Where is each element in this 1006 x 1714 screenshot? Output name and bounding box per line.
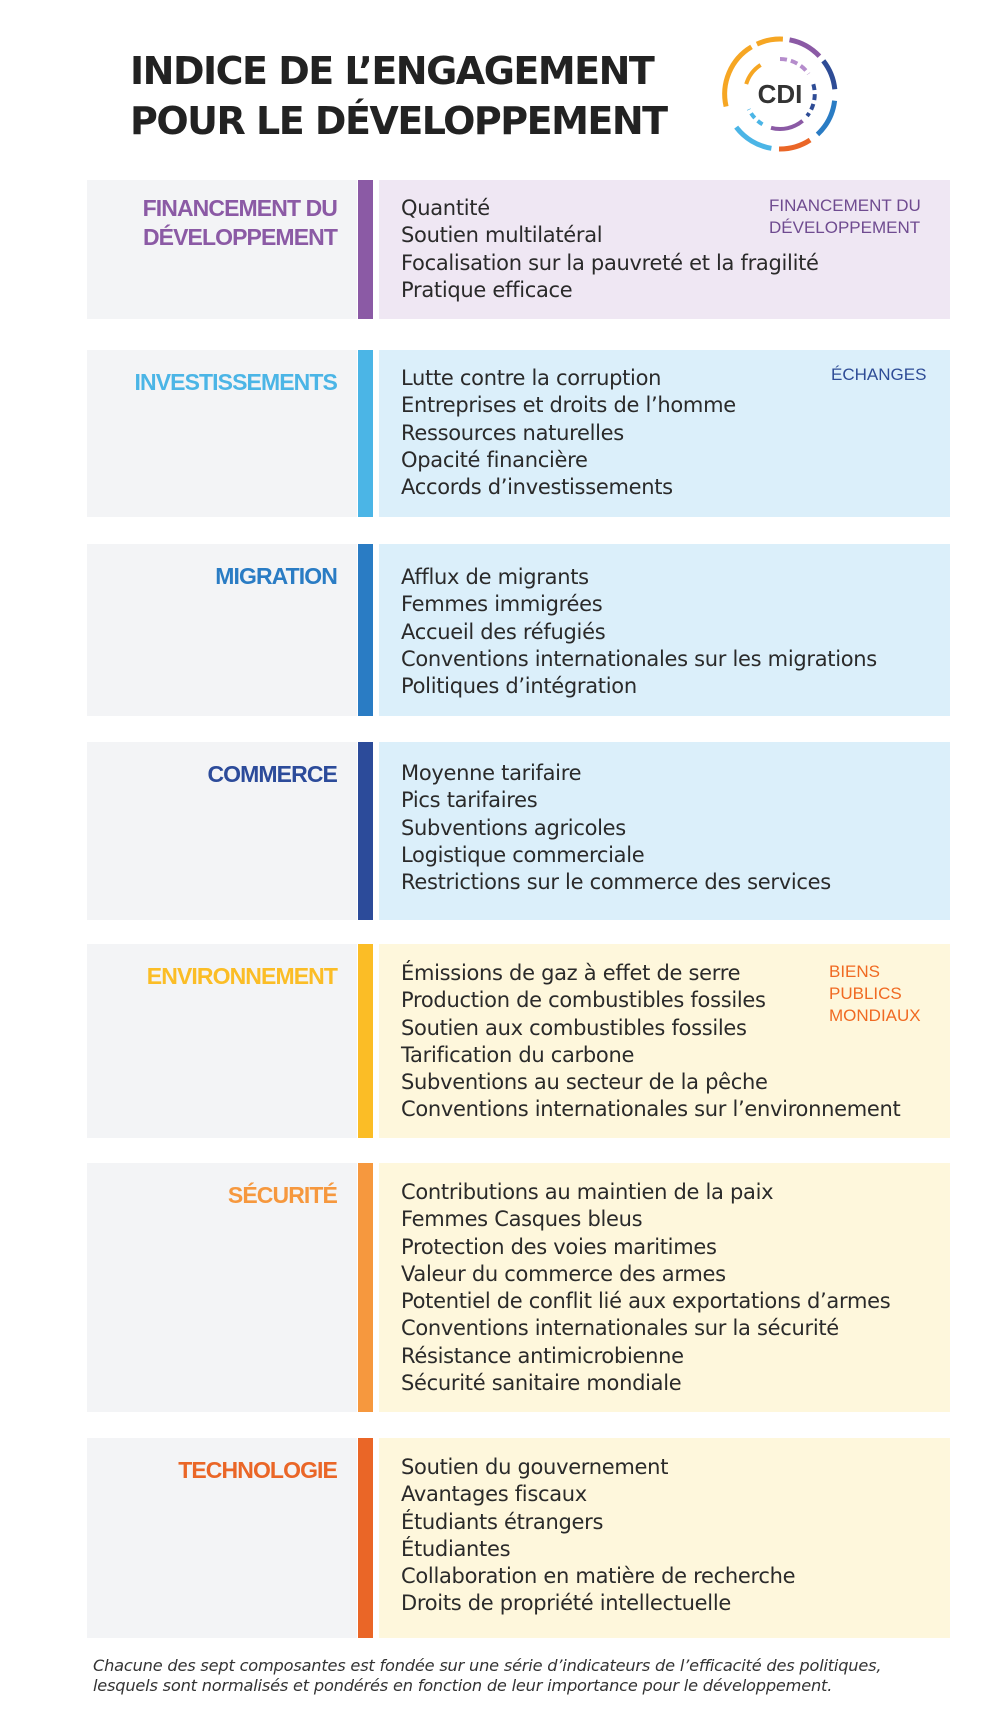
indicator-item: Focalisation sur la pauvreté et la fragilité — [401, 250, 819, 275]
component-color-bar — [358, 544, 373, 716]
component-label: MIGRATION — [215, 563, 337, 589]
component-label-panel — [87, 944, 357, 1138]
component-items-panel — [379, 544, 950, 716]
indicator-item: Conventions internationales sur l’environnement — [401, 1097, 901, 1122]
component-items-panel — [379, 1438, 950, 1638]
component-label-panel — [87, 742, 357, 920]
indicator-list — [401, 760, 831, 896]
page-title — [130, 46, 667, 146]
component-label: COMMERCE — [207, 761, 337, 787]
indicator-list — [401, 564, 877, 700]
indicator-item: Contributions au maintien de la paix — [401, 1180, 774, 1204]
component-row-investissements — [87, 350, 950, 517]
indicator-item: Potentiel de conflit lié aux exportations d’armes — [401, 1289, 891, 1314]
indicator-item: Quantité — [401, 196, 490, 220]
indicator-item: Afflux de migrants — [401, 565, 589, 589]
footnote-line-1: Chacune des sept composantes est fondée sur une série d’indicateurs de l’efficacité des politiques, — [93, 1656, 882, 1675]
indicator-item: Accueil des réfugiés — [401, 619, 606, 644]
indicator-item: Droits de propriété intellectuelle — [401, 1591, 731, 1616]
component-color-bar — [358, 1163, 373, 1412]
indicator-item: Femmes immigrées — [401, 592, 603, 617]
title-line-1: INDICE DE L’ENGAGEMENT — [130, 49, 654, 93]
group-tag: BIENS PUBLICS MONDIAUX — [829, 962, 921, 1025]
component-row-commerce — [87, 742, 950, 920]
indicator-item: Lutte contre la corruption — [401, 366, 662, 390]
indicator-list — [401, 365, 736, 501]
component-color-bar — [358, 944, 373, 1138]
component-row-migration — [87, 544, 950, 716]
indicator-item: Valeur du commerce des armes — [401, 1261, 726, 1286]
indicator-item: Sécurité sanitaire mondiale — [401, 1371, 682, 1396]
indicator-item: Pratique efficace — [401, 277, 573, 302]
indicator-item: Soutien aux combustibles fossiles — [401, 1015, 747, 1040]
component-label: SÉCURITÉ — [227, 1182, 337, 1208]
indicator-item: Femmes Casques bleus — [401, 1207, 643, 1232]
indicator-list — [401, 195, 819, 304]
component-items-panel — [379, 1163, 950, 1412]
component-row-financement — [87, 180, 950, 319]
component-label: TECHNOLOGIE — [178, 1457, 337, 1483]
component-items-panel — [379, 180, 950, 319]
group-tag: FINANCEMENT DU DÉVELOPPEMENT — [769, 196, 921, 237]
indicator-item: Avantages fiscaux — [401, 1482, 587, 1507]
indicator-item: Ressources naturelles — [401, 420, 624, 445]
indicator-item: Résistance antimicrobienne — [401, 1343, 684, 1368]
indicator-item: Opacité financière — [401, 447, 588, 472]
indicator-item: Soutien du gouvernement — [401, 1455, 669, 1479]
indicator-item: Subventions agricoles — [401, 815, 626, 840]
indicator-item: Soutien multilatéral — [401, 223, 603, 248]
indicator-item: Émissions de gaz à effet de serre — [401, 961, 741, 985]
indicator-list — [401, 960, 900, 1124]
component-color-bar — [358, 350, 373, 517]
indicator-list — [401, 1454, 795, 1618]
indicator-list — [401, 1179, 890, 1397]
indicator-item: Collaboration en matière de recherche — [401, 1564, 796, 1589]
indicator-item: Pics tarifaires — [401, 788, 538, 813]
component-row-securite — [87, 1163, 950, 1412]
component-color-bar — [358, 742, 373, 920]
component-label-panel — [87, 544, 357, 716]
component-label: FINANCEMENT DU DÉVELOPPEMENT — [142, 195, 337, 250]
component-label-panel — [87, 1163, 357, 1412]
logo-text: CDI — [757, 79, 803, 109]
component-label: INVESTISSEMENTS — [134, 369, 337, 395]
group-tag: ÉCHANGES — [831, 365, 927, 384]
indicator-item: Tarification du carbone — [401, 1042, 635, 1067]
indicator-item: Production de combustibles fossiles — [401, 988, 766, 1013]
component-label-panel — [87, 1438, 357, 1638]
component-color-bar — [358, 1438, 373, 1638]
component-label-panel — [87, 180, 357, 319]
indicator-item: Conventions internationales sur les migrations — [401, 646, 877, 671]
indicator-item: Étudiantes — [401, 1536, 511, 1561]
component-row-environnement — [87, 944, 950, 1138]
indicator-item: Moyenne tarifaire — [401, 761, 582, 785]
component-items-panel — [379, 944, 950, 1138]
footnote-line-2: lesquels sont normalisés et pondérés en fonction de leur importance pour le développement. — [93, 1676, 833, 1695]
title-line-2: POUR LE DÉVELOPPEMENT — [130, 99, 667, 143]
component-items-panel — [379, 350, 950, 517]
cdi-logo — [718, 32, 842, 156]
indicator-item: Conventions internationales sur la sécurité — [401, 1316, 839, 1341]
indicator-item: Restrictions sur le commerce des services — [401, 870, 831, 895]
indicator-item: Subventions au secteur de la pêche — [401, 1070, 768, 1095]
indicator-item: Entreprises et droits de l’homme — [401, 393, 736, 418]
footnote — [93, 1656, 973, 1696]
component-color-bar — [358, 180, 373, 319]
component-row-technologie — [87, 1438, 950, 1638]
indicator-item: Accords d’investissements — [401, 475, 673, 500]
indicator-item: Logistique commerciale — [401, 842, 645, 867]
component-label: ENVIRONNEMENT — [146, 963, 337, 989]
indicator-item: Politiques d’intégration — [401, 674, 637, 699]
indicator-item: Protection des voies maritimes — [401, 1234, 717, 1259]
indicator-item: Étudiants étrangers — [401, 1509, 604, 1534]
component-label-panel — [87, 350, 357, 517]
component-items-panel — [379, 742, 950, 920]
